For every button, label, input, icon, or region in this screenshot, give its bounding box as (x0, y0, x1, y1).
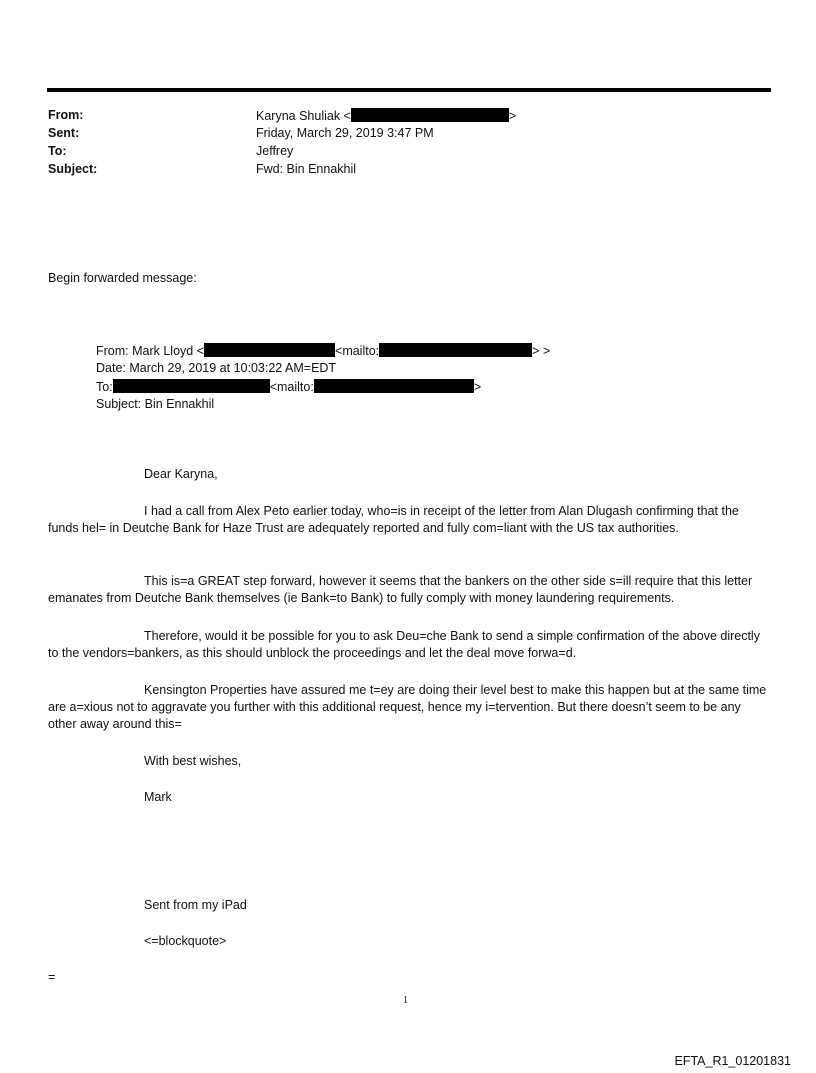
header-rule (47, 88, 771, 92)
closing: With best wishes, (144, 754, 242, 768)
fwd-to-mid: <mailto: (269, 380, 314, 394)
sent-from-line: Sent from my iPad (144, 898, 247, 912)
paragraph-4: Kensington Properties have assured me t=ey are doing their level best to make this happen but at the same time are a=xious not to aggravate you further with this additional request, hence my i=tervention. But there doesn’t seem to be any other away around this= (48, 683, 767, 731)
paragraph-1: I had a call from Alex Peto earlier today, who=is in receipt of the letter from Alan Dlugash confirming that the funds hel= in Deutche Bank for Haze Trust are adequately reported and fully com=liant with the US tax authorities. (48, 504, 739, 535)
paragraph-3: Therefore, would it be possible for you to ask Deu=che Bank to send a simple confirmation of the above directly to the vendors=bankers, as this should unblock the proceedings and let the deal move forwa=d. (48, 629, 760, 660)
sent-label: Sent: (48, 126, 80, 140)
subject-value: Fwd: Bin Ennakhil (256, 162, 357, 176)
subject-label: Subject: (48, 162, 98, 176)
to-label: To: (48, 144, 67, 158)
signature: Mark (144, 790, 172, 804)
redaction-box (379, 343, 532, 357)
page-number: 1 (403, 995, 408, 1006)
paragraph-2: This is=a GREAT step forward, however it seems that the bankers on the other side s=ill require that this letter emanates from Deutche Bank themselves (ie Bank=to Bank) to fully comply with money laundering requirements. (48, 574, 753, 605)
greeting: Dear Karyna, (144, 467, 218, 481)
from-suffix: > (508, 109, 517, 123)
fwd-subject-line: Subject: Bin Ennakhil (96, 397, 215, 411)
fwd-from-line (96, 343, 550, 358)
fwd-from-prefix: From: Mark Lloyd < (96, 344, 205, 358)
sent-value: Friday, March 29, 2019 3:47 PM (256, 126, 434, 140)
begin-forwarded-text: Begin forwarded message: (48, 271, 197, 285)
blockquote-text: <=blockquote> (144, 934, 227, 948)
from-value (256, 108, 516, 123)
from-label: From: (48, 108, 84, 122)
redaction-box (351, 108, 509, 122)
from-name: Karyna Shuliak < (256, 109, 351, 123)
trailing-equals: = (48, 970, 56, 984)
redaction-box (113, 379, 270, 393)
fwd-to-suffix: > (473, 380, 482, 394)
fwd-to-prefix: To: (96, 380, 113, 394)
fwd-date-line: Date: March 29, 2019 at 10:03:22 AM=EDT (96, 361, 337, 375)
fwd-from-suffix: > > (532, 344, 551, 358)
document-id: EFTA_R1_01201831 (674, 1054, 791, 1068)
fwd-from-mid: <mailto: (335, 344, 380, 358)
to-value: Jeffrey (256, 144, 294, 158)
redaction-box (314, 379, 474, 393)
fwd-to-line (96, 379, 481, 394)
redaction-box (204, 343, 335, 357)
